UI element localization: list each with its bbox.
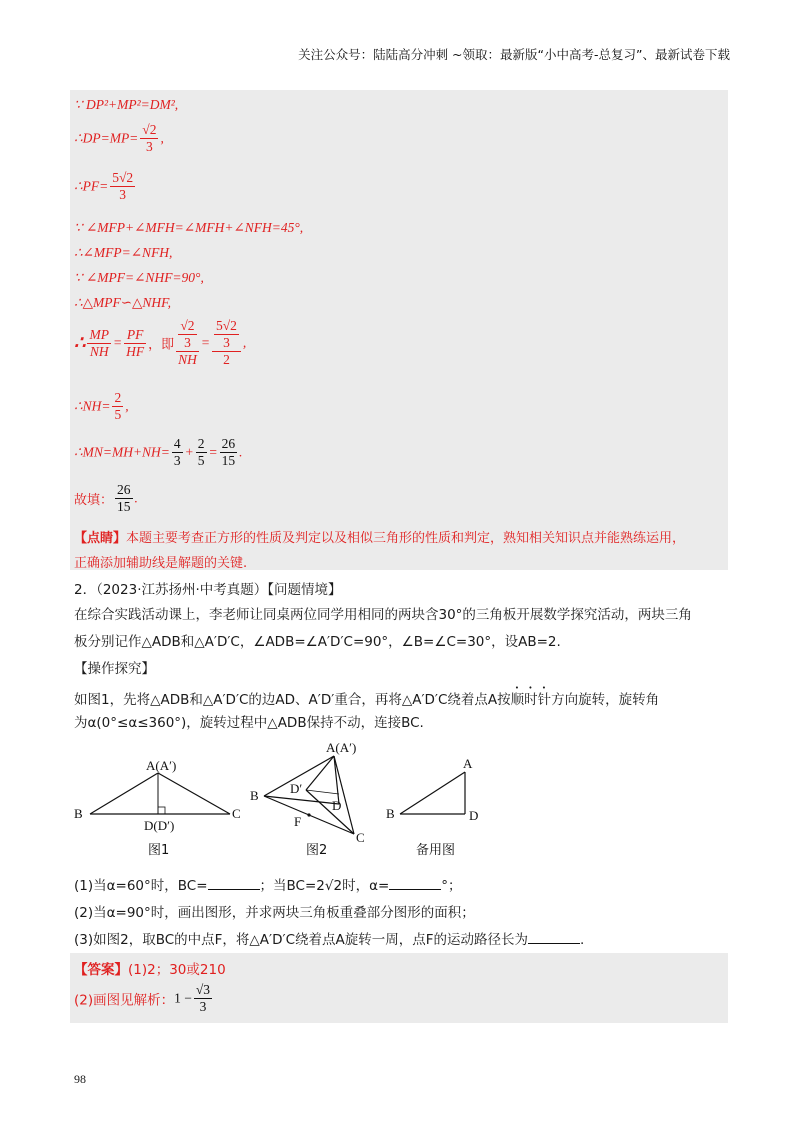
- fig1-label-a: A(A′): [146, 758, 177, 773]
- fig2-label-b: B: [250, 788, 259, 803]
- problem-paragraph-4: 为α(0°≤α≤360°)，旋转过程中△ADB保持不动，连接BC.: [74, 715, 424, 731]
- solution-line-7: ∴△MPF∽△NHF,: [74, 295, 172, 310]
- solution-line-9: ∴NH= $\frac{2}{5}$ ,: [74, 390, 129, 422]
- fig3-caption: 备用图: [416, 843, 456, 858]
- fig2-label-c: C: [356, 830, 365, 845]
- fig1-label-b: B: [74, 806, 83, 821]
- fig1-label-c: C: [232, 806, 241, 821]
- figures: [70, 738, 500, 868]
- problem-paragraph-1: 在综合实践活动课上，李老师让同桌两位同学用相同的两块含30°的三角板开展数学探究活动，两块三角: [74, 607, 692, 623]
- figure-2: [250, 740, 365, 858]
- answer-line-1: 【答案】(1)2；30或210: [74, 962, 226, 978]
- fig1-caption: 图1: [148, 843, 170, 858]
- section-heading: 【操作探究】: [74, 661, 155, 677]
- solution-line-5: ∴∠MFP=∠NFH,: [74, 245, 173, 260]
- question-3: (3)如图2，取BC的中点F，将△A′D′C绕着点A旋转一周，点F的运动路径长为 .: [74, 932, 585, 948]
- fig2-caption: 图2: [306, 843, 328, 858]
- fig3-label-a: A: [463, 756, 473, 771]
- solution-line-3: ∴PF= $\frac{5√2}{3}$: [74, 170, 134, 202]
- solution-line-11: 故填： $\frac{26}{15}$ .: [74, 482, 138, 514]
- problem-paragraph-3: 如图1，先将△ADB和△A′D′C的边AD、A′D′重合，再将△A′D′C绕着点A按顺时针方向旋转，旋转角: [74, 692, 660, 708]
- fig3-label-b: B: [386, 806, 395, 821]
- problem-title: 2．（2023·江苏扬州·中考真题）【问题情境】: [74, 582, 342, 598]
- fig1-label-d: D(D′): [144, 818, 175, 833]
- fig2-label-d: D: [332, 798, 342, 813]
- comment-line-2: 正确添加辅助线是解题的关键.: [74, 556, 248, 571]
- answer-line-2: (2)画图见解析：1 − $\frac{√3}{3}$: [74, 982, 211, 1014]
- fig2-label-a: A(A′): [326, 740, 357, 755]
- fig3-label-d: D: [469, 808, 479, 823]
- solution-line-8: ∴ $\frac{MP}{NH}$ = $\frac{PF}{HF}$ ，即 $\frac{\frac{√2}{3}}{NH}$ = $\frac{\frac{5√2}{3}}{2}$ ,: [74, 318, 247, 367]
- question-1: (1)当α=60°时，BC= ；当BC=2√2时，α= °；: [74, 878, 462, 894]
- page-number: 98: [74, 1072, 86, 1086]
- figure-1: [74, 758, 241, 858]
- page-header: 关注公众号：陆陆高分冲刺 ~领取：最新版“小中高考-总复习”、最新试卷下载: [298, 47, 730, 62]
- solution-line-1: ∵ DP²+MP²=DM²,: [74, 97, 179, 112]
- solution-line-2: ∴DP=MP= $\frac{√2}{3}$ ,: [74, 122, 164, 154]
- comment-line-1: 【点睛】本题主要考查正方形的性质及判定以及相似三角形的性质和判定，熟知相关知识点并能熟练运用，: [74, 531, 686, 546]
- solution-line-6: ∵ ∠MPF=∠NHF=90°,: [74, 270, 204, 285]
- question-2: (2)当α=90°时，画出图形，并求两块三角板重叠部分图形的面积；: [74, 905, 475, 921]
- solution-line-4: ∵ ∠MFP+∠MFH=∠MFH+∠NFH=45°,: [74, 220, 304, 235]
- figure-3: [386, 756, 478, 858]
- solution-line-10: ∴MN=MH+NH= $\frac{4}{3}$ + $\frac{2}{5}$ = $\frac{26}{15}$ .: [74, 436, 243, 468]
- fig2-label-d-prime: D′: [290, 781, 303, 796]
- problem-paragraph-2: 板分别记作△ADB和△A′D′C，∠ADB=∠A′D′C=90°，∠B=∠C=30°，设AB=2.: [74, 634, 561, 650]
- fig2-label-f: F: [294, 814, 302, 829]
